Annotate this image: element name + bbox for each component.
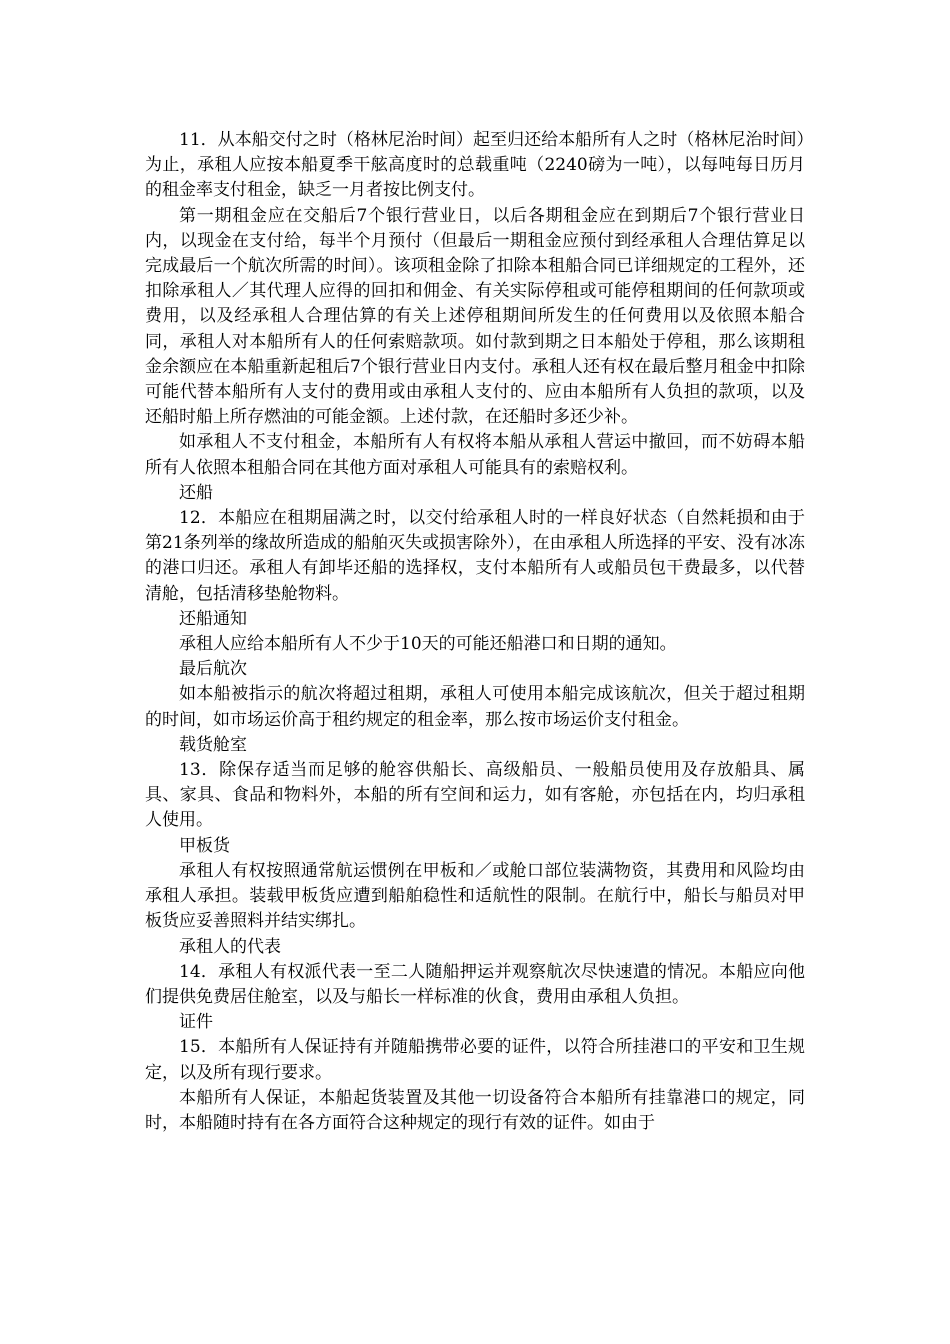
heading-certificates: 证件 bbox=[179, 1012, 213, 1033]
heading-redelivery-notice: 还船通知 bbox=[179, 608, 247, 629]
paragraph-clause-15: 15．本船所有人保证持有并随船携带必要的证件，以符合所挂港口的平安和卫生规定，以及所有现行要求。 bbox=[145, 1037, 805, 1083]
heading-last-voyage: 最后航次 bbox=[179, 659, 247, 680]
heading-redelivery: 还船 bbox=[179, 482, 213, 503]
document-page bbox=[145, 128, 805, 1136]
paragraph-redelivery-notice: 承租人应给本船所有人不少于10天的可能还船港口和日期的通知。 bbox=[179, 634, 677, 655]
paragraph-clause-11: 11．从本船交付之时（格林尼治时间）起至归还给本船所有人之时（格林尼治时间）为止，承租人应按本船夏季干舷高度时的总载重吨（2240磅为一吨），以每吨每日历月的租金率支付租金，缺乏一月者按比例支付。 bbox=[145, 130, 805, 201]
paragraph-clause-12: 12．本船应在租期届满之时，以交付给承租人时的一样良好状态（自然耗损和由于第21条列举的缘故所造成的船舶灭失或损害除外），在由承租人所选择的平安、没有冰冻的港口归还。承租人有卸毕还船的选择权，支付本船所有人或船员包干费最多，以代替清舱，包括清移垫舱物料。 bbox=[145, 508, 805, 604]
paragraph-clause-14: 14．承租人有权派代表一至二人随船押运并观察航次尽快速遣的情况。本船应向他们提供免费居住舱室，以及与船长一样标准的伙食，费用由承租人负担。 bbox=[145, 961, 805, 1007]
paragraph-last-voyage: 如本船被指示的航次将超过租期，承租人可使用本船完成该航次，但关于超过租期的时间，如市场运价高于租约规定的租金率，那么按市场运价支付租金。 bbox=[145, 684, 805, 730]
paragraph-withdrawal: 如承租人不支付租金，本船所有人有权将本船从承租人营运中撤回，而不妨碍本船所有人依照本租船合同在其他方面对承租人可能具有的索赔权利。 bbox=[145, 432, 805, 478]
heading-deck-cargo: 甲板货 bbox=[179, 835, 230, 856]
paragraph-owner-warranty: 本船所有人保证，本船起货装置及其他一切设备符合本船所有挂靠港口的规定，同时，本船随时持有在各方面符合这种规定的现行有效的证件。如由于 bbox=[145, 1087, 805, 1133]
paragraph-clause-13: 13．除保存适当而足够的舱容供船长、高级船员、一般船员使用及存放船具、属具、家具、食品和物料外，本船的所有空间和运力，如有客舱，亦包括在内，均归承租人使用。 bbox=[145, 760, 805, 831]
heading-charterer-representative: 承租人的代表 bbox=[179, 936, 281, 957]
heading-cargo-space: 载货舱室 bbox=[179, 734, 247, 755]
paragraph-deck-cargo: 承租人有权按照通常航运惯例在甲板和／或舱口部位装满物资，其费用和风险均由承租人承担。装载甲板货应遭到船舶稳性和适航性的限制。在航行中，船长与船员对甲板货应妥善照料并结实绑扎。 bbox=[145, 860, 805, 932]
paragraph-hire-payment: 第一期租金应在交船后7个银行营业日，以后各期租金应在到期后7个银行营业日内，以现金在支付给，每半个月预付（但最后一期租金应预付到经承租人合理估算足以完成最后一个航次所需的时间）。该项租金除了扣除本租船合同已详细规定的工程外，还扣除承租人／其代理人应得的回扣和佣金、有关实际停租或可能停租期间的任何款项或费用，以及经承租人合理估算的有关上述停租期间所发生的任何费用以及依照本船合同，承租人对本船所有人的任何索赔款项。如付款到期之日本船处于停租，那么该期租金余额应在本船重新起租后7个银行营业日内支付。承租人还有权在最后整月租金中扣除可能代替本船所有人支付的费用或由承租人支付的、应由本船所有人负担的款项，以及还船时船上所存燃油的可能金额。上述付款，在还船时多还少补。 bbox=[145, 205, 805, 428]
